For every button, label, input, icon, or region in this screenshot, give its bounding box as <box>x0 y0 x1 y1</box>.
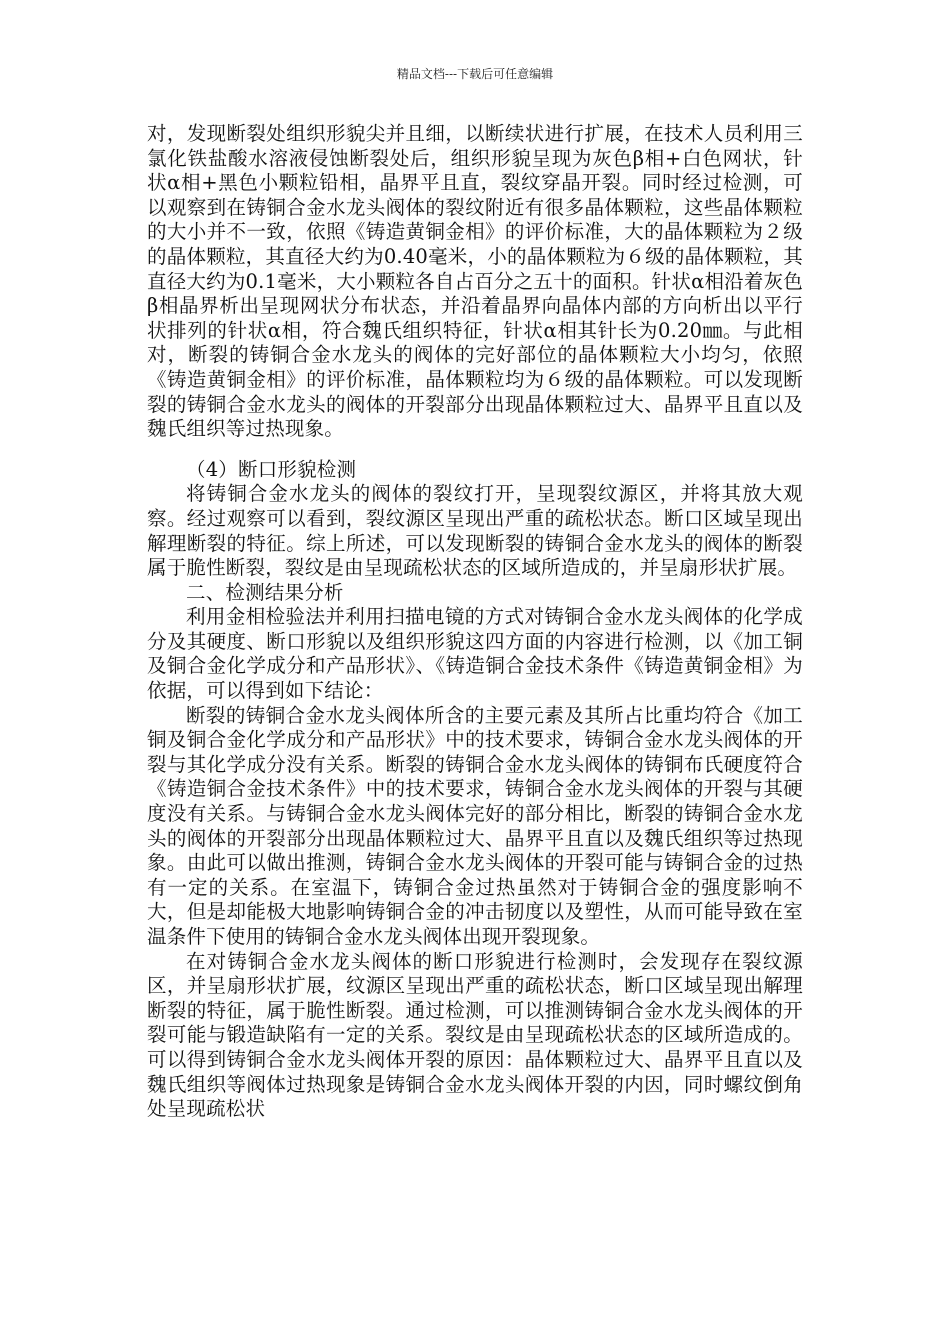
paragraph-gap <box>147 442 803 458</box>
paragraph-fracture-analysis: 在对铸铜合金水龙头阀体的断口形貌进行检测时，会发现存在裂纹源区，并呈扇形状扩展，纹源区呈现出严重的疏松状态，断口区域呈现出解理断裂的特征，属于脆性断裂。通过检测，可以推测铸铜合金水龙头阀体的开裂可能与锻造缺陷有一定的关系。裂纹是由呈现疏松状态的区域所造成的。可以得到铸铜合金水龙头阀体开裂的原因：晶体颗粒过大、晶界平且直以及魏氏组织等阀体过热现象是铸铜合金水龙头阀体开裂的内因，同时螺纹倒角处呈现疏松状 <box>147 949 803 1121</box>
section-heading-fracture: （4）断口形貌检测 <box>186 457 357 481</box>
paragraph-conclusion: 断裂的铸铜合金水龙头阀体所含的主要元素及其所占比重均符合《加工铜及铜合金化学成分和产品形状》中的技术要求，铸铜合金水龙头阀体的开裂与其化学成分没有关系。断裂的铸铜合金水龙头阀体的铸铜布氏硬度符合《铸造铜合金技术条件》中的技术要求，铸铜合金水龙头阀体的开裂与其硬度没有关系。与铸铜合金水龙头阀体完好的部分相比，断裂的铸铜合金水龙头的阀体的开裂部分出现晶体颗粒过大、晶界平且直以及魏氏组织等过热现象。由此可以做出推测，铸铜合金水龙头阀体的开裂可能与铸铜合金的过热有一定的关系。在室温下，铸铜合金过热虽然对于铸铜合金的强度影响不大，但是却能极大地影响铸铜合金的冲击韧度以及塑性，从而可能导致在室温条件下使用的铸铜合金水龙头阀体出现开裂现象。 <box>147 703 803 948</box>
page-header: 精品文档---下载后可任意编辑 <box>396 67 554 81</box>
paragraph-method: 利用金相检验法并利用扫描电镜的方式对铸铜合金水龙头阀体的化学成分及其硬度、断口形貌以及组织形貌这四方面的内容进行检测，以《加工铜及铜合金化学成分和产品形状》、《铸造铜合金技术条件《铸造黄铜金相》为依据，可以得到如下结论： <box>147 605 803 703</box>
section-heading-analysis: 二、检测结果分析 <box>186 580 344 604</box>
document-body <box>147 122 803 1122</box>
paragraph-fracture: 将铸铜合金水龙头的阀体的裂纹打开，呈现裂纹源区，并将其放大观察。经过观察可以看到，裂纹源区呈现出严重的疏松状态。断口区域呈现出解理断裂的特征。综上所述，可以发现断裂的铸铜合金水龙头的阀体的断裂属于脆性断裂，裂纹是由呈现疏松状态的区域所造成的，并呈扇形状扩展。 <box>147 482 803 580</box>
paragraph-continuation: 对，发现断裂处组织形貌尖并且细，以断续状进行扩展，在技术人员利用三氯化铁盐酸水溶液侵蚀断裂处后，组织形貌呈现为灰色β相+白色网状，针状α相+黑色小颗粒铅相，晶界平且直，裂纹穿晶开裂。同时经过检测，可以观察到在铸铜合金水龙头阀体的裂纹附近有很多晶体颗粒，这些晶体颗粒的大小并不一致，依照《铸造黄铜金相》的评价标准，大的晶体颗粒为２级的晶体颗粒，其直径大约为0.40毫米，小的晶体颗粒为６级的晶体颗粒，其直径大约为0.1毫米，大小颗粒各自占百分之五十的面积。针状α相沿着灰色β相晶界析出呈现网状分布状态，并沿着晶界向晶体内部的方向析出以平行状排列的针状α相，符合魏氏组织特征，针状α相其针长为0.20㎜。与此相对，断裂的铸铜合金水龙头的阀体的完好部位的晶体颗粒大小均匀，依照《铸造黄铜金相》的评价标准，晶体颗粒均为６级的晶体颗粒。可以发现断裂的铸铜合金水龙头的阀体的开裂部分出现晶体颗粒过大、晶界平且直以及魏氏组织等过热现象。 <box>147 122 803 441</box>
